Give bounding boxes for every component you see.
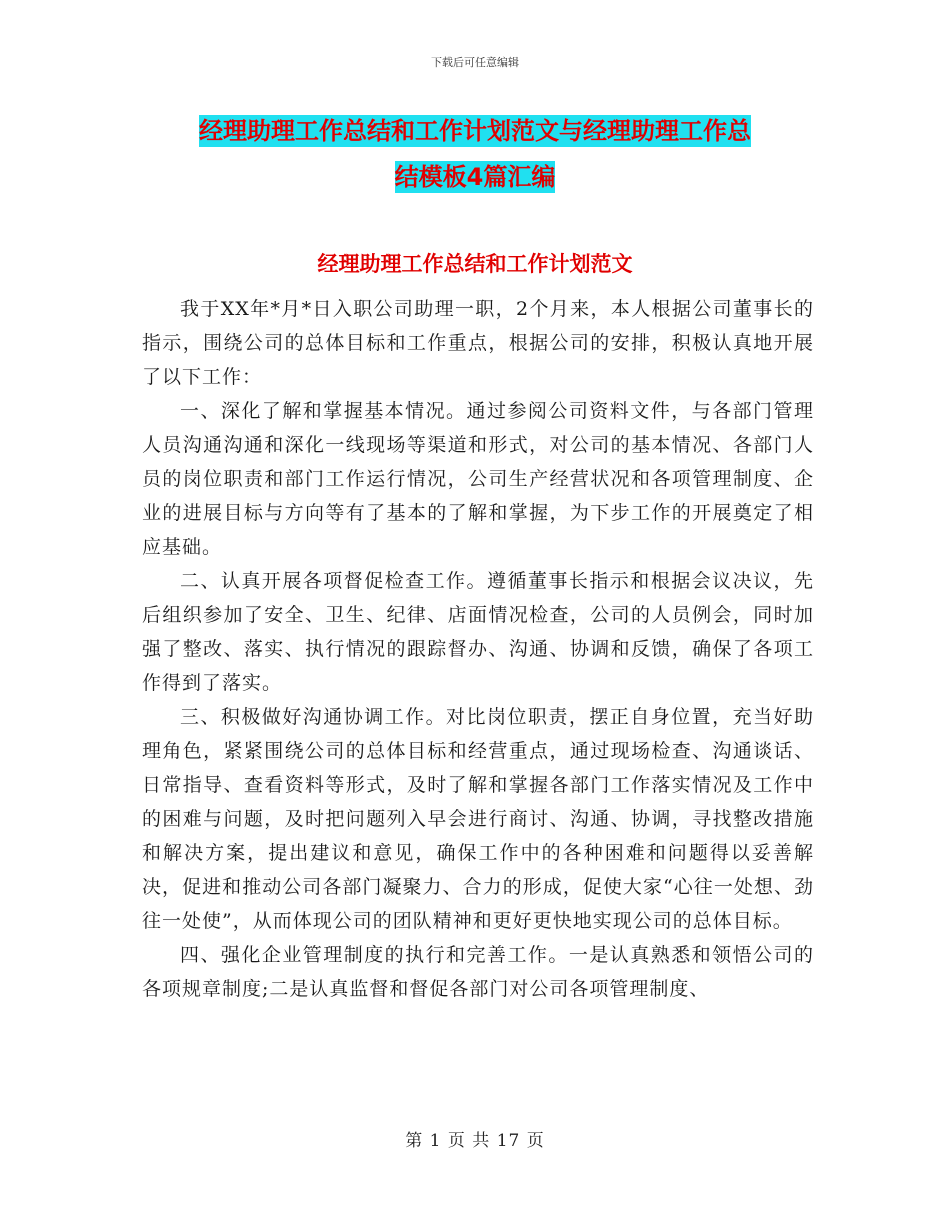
paragraph-1: 一、深化了解和掌握基本情况。通过参阅公司资料文件，与各部门管理人员沟通沟通和深化一线现场等渠道和形式，对公司的基本情况、各部门人员的岗位职责和部门工作运行情况，公司生产经营状况和各项管理制度、企业的进展目标与方向等有了基本的了解和掌握，为下步工作的开展奠定了相应基础。: [142, 400, 814, 558]
section-title: 经理助理工作总结和工作计划范文: [317, 252, 633, 276]
page-footer: 第 1 页 共 17 页: [405, 1131, 545, 1151]
body-text: [142, 292, 814, 1006]
paragraph-intro: 我于XX年*月*日入职公司助理一职，2个月来，本人根据公司董事长的指示，围绕公司的总体目标和工作重点，根据公司的安排，积极认真地开展了以下工作：: [142, 298, 814, 388]
paragraph-3: 三、积极做好沟通协调工作。对比岗位职责，摆正自身位置，充当好助理角色，紧紧围绕公司的总体目标和经营重点，通过现场检查、沟通谈话、日常指导、查看资料等形式，及时了解和掌握各部门工作落实情况及工作中的困难与问题，及时把问题列入早会进行商讨、沟通、协调，寻找整改措施和解决方案，提出建议和意见，确保工作中的各种困难和问题得以妥善解决，促进和推动公司各部门凝聚力、合力的形成，促使大家“心往一处想、劲往一处使”，从而体现公司的团队精神和更好更快地实现公司的总体目标。: [142, 706, 814, 932]
paragraph-2: 二、认真开展各项督促检查工作。遵循董事长指示和根据会议决议，先后组织参加了安全、卫生、纪律、店面情况检查，公司的人员例会，同时加强了整改、落实、执行情况的跟踪督办、沟通、协调和反馈，确保了各项工作得到了落实。: [142, 570, 814, 694]
title-line-2: 结模板4篇汇编: [394, 163, 556, 191]
document-title: [140, 108, 810, 200]
page-header-note: 下载后可任意编辑: [431, 56, 519, 69]
title-line-1: 经理助理工作总结和工作计划范文与经理助理工作总: [199, 117, 751, 145]
paragraph-4: 四、强化企业管理制度的执行和完善工作。一是认真熟悉和领悟公司的各项规章制度;二是认真监督和督促各部门对公司各项管理制度、: [142, 944, 814, 1000]
